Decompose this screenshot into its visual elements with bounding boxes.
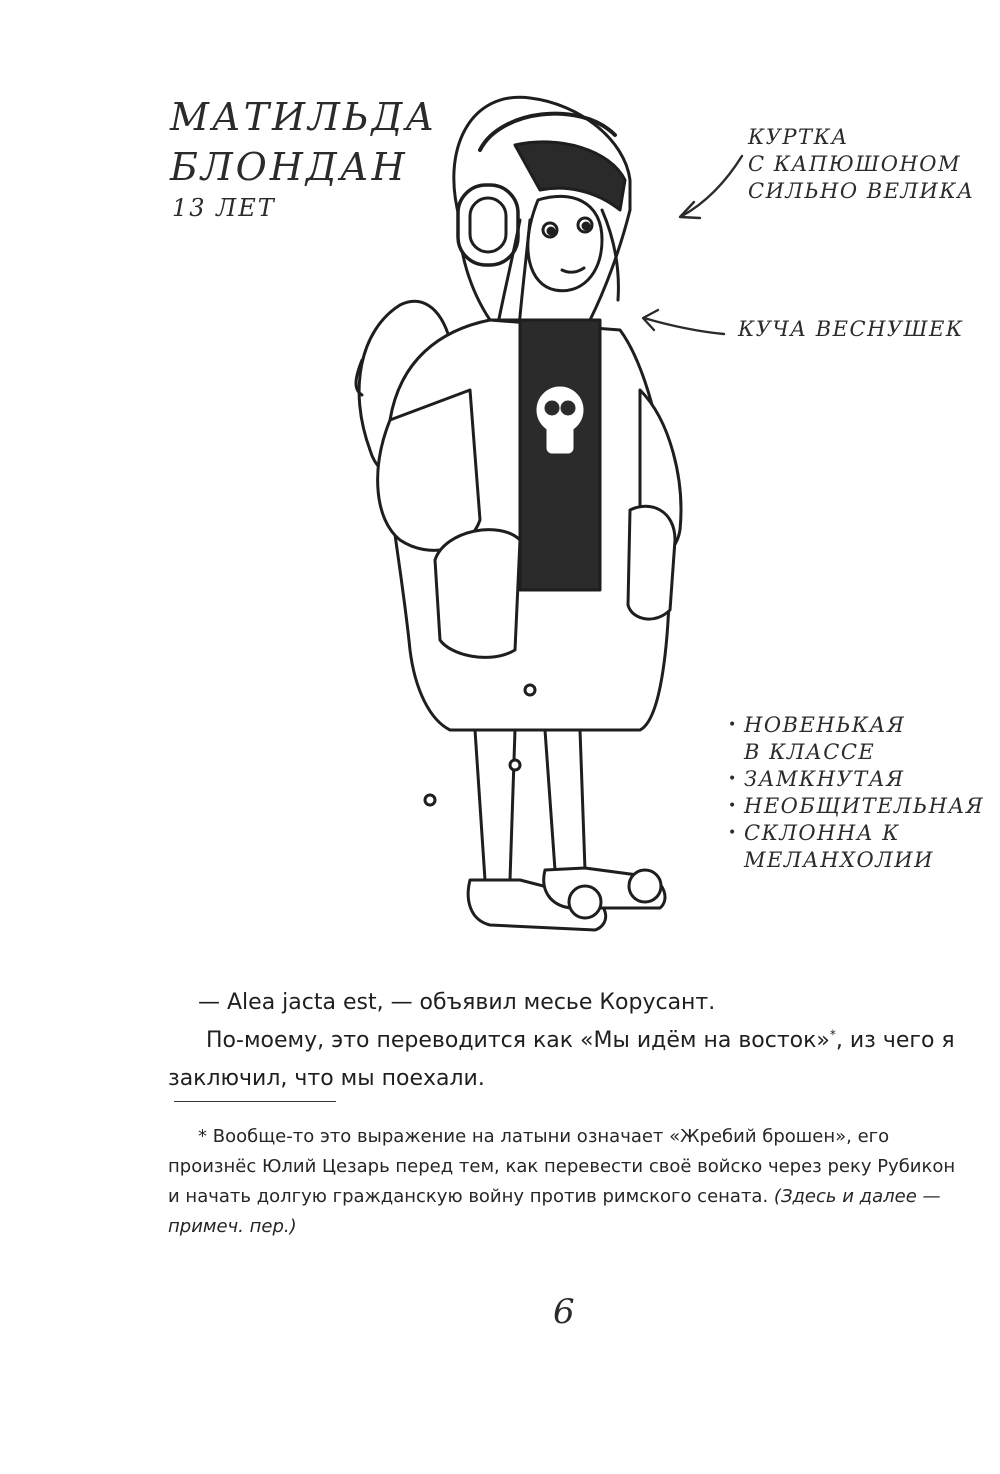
body-text-segment: По-моему, это переводится как «Мы идём на восток»: [206, 1028, 830, 1053]
character-first-name: МАТИЛЬДА: [170, 95, 438, 139]
footnote-divider: [174, 1101, 336, 1102]
note-jacket-line: СИЛЬНО ВЕЛИКА: [748, 179, 975, 203]
trait-item: • ЗАМКНУТАЯ: [728, 766, 984, 793]
character-traits: [728, 712, 984, 874]
note-freckles: КУЧА ВЕСНУШЕК: [738, 317, 964, 341]
trait-item: • НОВЕНЬКАЯ В КЛАССЕ: [728, 712, 894, 766]
body-paragraph: — Alea jacta est, — объявил месье Корусант.: [198, 990, 716, 1015]
character-age: 13 ЛЕТ: [172, 194, 276, 222]
character-last-name: БЛОНДАН: [170, 145, 408, 189]
body-paragraph: [168, 1022, 968, 1098]
footnote-text: * Вообще-то это выражение на латыни означает «Жребий брошен», его произнёс Юлий Цезарь перед тем, как перевести своё войско через реку Рубикон и начать долгую гражданскую войну против римского сената.: [168, 1126, 956, 1207]
body-text-segment: , из чего я заключил, что мы поехали.: [168, 1028, 955, 1091]
footnote-translator-note: (Здесь и далее — примеч. пер.): [168, 1186, 941, 1237]
footnote: [168, 1122, 968, 1242]
page-number: 6: [553, 1292, 576, 1332]
footnote-marker[interactable]: *: [829, 1027, 836, 1042]
footnote-paragraph: [168, 1122, 968, 1242]
body-text: [168, 984, 968, 1098]
trait-item: • НЕОБЩИТЕЛЬНАЯ: [728, 793, 984, 820]
note-jacket-line: КУРТКА: [748, 125, 849, 149]
trait-item: • СКЛОННА К МЕЛАНХОЛИИ: [728, 820, 954, 874]
note-jacket-line: С КАПЮШОНОМ: [748, 152, 961, 176]
face-icon: [528, 196, 602, 290]
note-jacket: [748, 124, 975, 205]
girl-illustration: [340, 90, 720, 940]
